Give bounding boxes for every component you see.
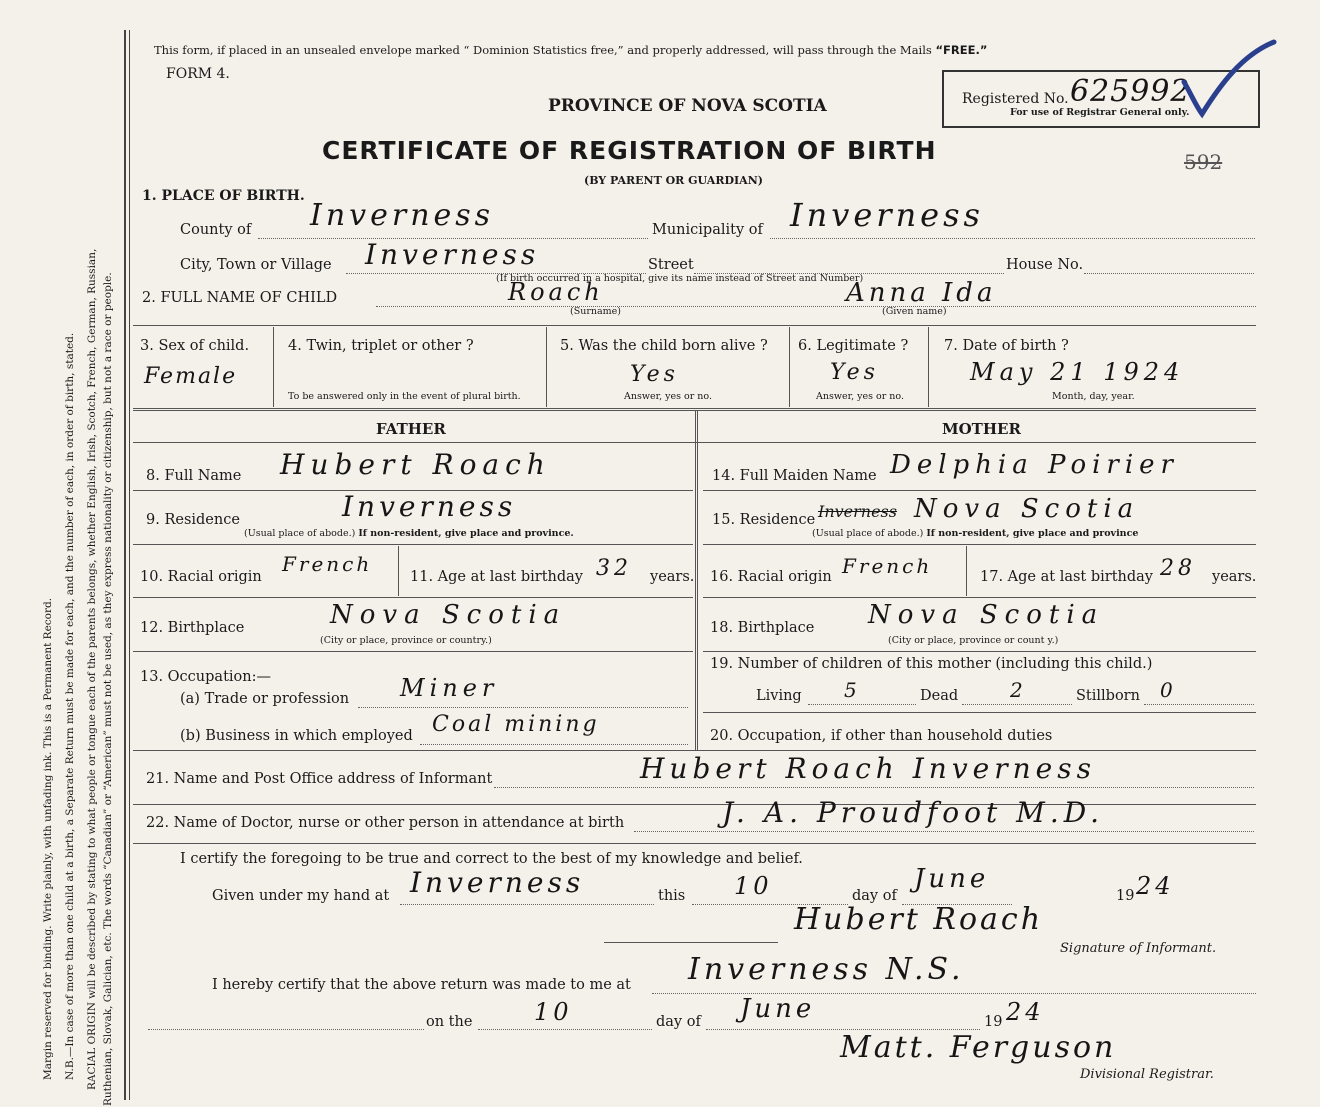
- child-name-line: [376, 306, 1256, 307]
- father-residence-caption: [244, 528, 574, 539]
- rule-mother-15: [703, 544, 1256, 545]
- mother-residence-struck: Inverness: [818, 502, 897, 521]
- living-line: [808, 704, 916, 705]
- given-caption: (Given name): [882, 306, 947, 317]
- stamp-number: 592: [1184, 150, 1223, 174]
- dob-value: May 21 1924: [970, 358, 1185, 386]
- living-label: Living: [756, 688, 802, 704]
- this-label: this: [658, 888, 686, 904]
- rule-mother-14: [703, 490, 1256, 491]
- mother-heading: MOTHER: [942, 420, 1021, 438]
- certificate-title: CERTIFICATE OF REGISTRATION OF BIRTH: [322, 136, 937, 165]
- registrar-lead-line: [148, 1029, 424, 1030]
- registrar-month: June: [740, 994, 816, 1024]
- registrar-place: Inverness N.S.: [688, 952, 965, 987]
- mother-race-value: French: [842, 554, 933, 578]
- father-abode-caption: (Usual place of abode.): [244, 528, 356, 539]
- divider-6-7: [928, 327, 929, 407]
- registrar-day-line: [478, 1029, 652, 1030]
- municipality-line: [770, 238, 1255, 239]
- mother-age-label: 17. Age at last birthday: [980, 569, 1153, 585]
- mother-birthplace-caption: (City or place, province or count y.): [888, 635, 1059, 646]
- divider-10-11: [398, 546, 399, 596]
- house-line: [1084, 273, 1254, 274]
- margin-rule-inner: [129, 30, 130, 1100]
- legitimate-label: 6. Legitimate ?: [798, 338, 909, 354]
- rule-father-10: [133, 597, 693, 598]
- twin-note: To be answered only in the event of plural birth.: [288, 391, 521, 402]
- father-age-value: 32: [596, 556, 632, 581]
- mother-name-value: Delphia Poirier: [890, 450, 1179, 480]
- dead-label: Dead: [920, 688, 959, 704]
- surname-caption: (Surname): [570, 306, 621, 317]
- margin-note-racial-origin-cont: Ruthenian, Slovak, Galician, etc. The words “Canadian” or “American” must not be used, as they express nationality or citizenship, but not a race or people.: [102, 272, 114, 1106]
- father-name-label: 8. Full Name: [146, 468, 242, 484]
- registrar-year-prefix: 19: [984, 1014, 1003, 1030]
- given-label: Given under my hand at: [212, 888, 390, 904]
- children-label: 19. Number of children of this mother (including this child.): [710, 656, 1153, 672]
- margin-rule: [124, 30, 126, 1100]
- informant-signature: Hubert Roach: [794, 902, 1044, 937]
- mother-name-label: 14. Full Maiden Name: [712, 468, 877, 484]
- alive-value: Yes: [630, 362, 679, 387]
- mother-residence-caption: [812, 528, 1138, 539]
- doctor-label: 22. Name of Doctor, nurse or other person in attendance at birth: [146, 815, 625, 831]
- doctor-line: [634, 831, 1254, 832]
- place-of-birth-label: 1. PLACE OF BIRTH.: [142, 188, 305, 204]
- alive-label: 5. Was the child born alive ?: [560, 338, 768, 354]
- registrar-day-of: day of: [656, 1014, 701, 1030]
- father-occupation-label: 13. Occupation:—: [140, 669, 271, 685]
- form-number: FORM 4.: [166, 66, 230, 82]
- certify-statement: I certify the foregoing to be true and correct to the best of my knowledge and belief.: [180, 851, 803, 867]
- municipality-value: Inverness: [790, 196, 984, 234]
- margin-note-plural-birth: N.B.—In case of more than one child at a birth, a Separate Return must be made for each, and the number of each, in order of birth, stated.: [64, 332, 76, 1080]
- father-business-value: Coal mining: [432, 712, 600, 737]
- registrar-year: 24: [1006, 998, 1045, 1026]
- father-race-value: French: [282, 552, 373, 576]
- mother-age-value: 28: [1160, 556, 1196, 581]
- rule-father-12: [133, 651, 693, 652]
- living-value: 5: [844, 678, 861, 702]
- sex-label: 3. Sex of child.: [140, 338, 250, 354]
- legitimate-caption: Answer, yes or no.: [816, 391, 905, 402]
- checkmark-icon: [1180, 30, 1280, 120]
- mother-birthplace-value: Nova Scotia: [868, 600, 1105, 630]
- given-place: Inverness: [410, 866, 585, 899]
- divider-3-4: [273, 327, 274, 407]
- certify-day: 10: [734, 872, 773, 900]
- day-of-label: day of: [852, 888, 897, 904]
- certify-month: June: [914, 864, 990, 894]
- rule-heading: [133, 442, 1256, 443]
- mother-residence-label: 15. Residence: [712, 512, 816, 528]
- father-age-label: 11. Age at last birthday: [410, 569, 583, 585]
- given-line: [400, 904, 654, 905]
- rule-father-9: [133, 544, 693, 545]
- county-value: Inverness: [310, 198, 495, 233]
- father-trade-line: [358, 707, 688, 708]
- father-birthplace-label: 12. Birthplace: [140, 620, 245, 636]
- rule-1: [133, 325, 1256, 326]
- certificate-subtitle: (BY PARENT OR GUARDIAN): [584, 174, 763, 187]
- city-label: City, Town or Village: [180, 257, 332, 273]
- margin-note-racial-origin: RACIAL ORIGIN will be described by stating to what people or tongue each of the parents belongs, whether English, Irish, Scotch, French, German, Russian,: [86, 248, 98, 1090]
- father-business-line: [420, 744, 688, 745]
- sex-value: Female: [144, 364, 238, 389]
- divider-5-6: [789, 327, 790, 407]
- informant-label: 21. Name and Post Office address of Informant: [146, 771, 493, 787]
- legitimate-value: Yes: [830, 360, 879, 385]
- mother-birthplace-label: 18. Birthplace: [710, 620, 815, 636]
- hospital-note: (If birth occurred in a hospital, give its name instead of Street and Number): [496, 273, 864, 284]
- father-heading: FATHER: [376, 420, 446, 438]
- year-prefix: 19: [1116, 888, 1135, 904]
- house-label: House No.: [1006, 257, 1084, 273]
- father-birthplace-caption: (City or place, province or country.): [320, 635, 492, 646]
- on-the-label: on the: [426, 1014, 473, 1030]
- child-given-name: Anna Ida: [846, 278, 997, 308]
- father-trade-value: Miner: [400, 674, 499, 702]
- father-residence-label: 9. Residence: [146, 512, 240, 528]
- dead-value: 2: [1010, 678, 1027, 702]
- mother-race-label: 16. Racial origin: [710, 569, 832, 585]
- registrar-signature: Matt. Ferguson: [840, 1030, 1117, 1065]
- stillborn-label: Stillborn: [1076, 688, 1140, 704]
- signature-caption: Signature of Informant.: [1060, 941, 1217, 956]
- father-business-label: (b) Business in which employed: [180, 728, 413, 744]
- child-name-label: 2. FULL NAME OF CHILD: [142, 290, 338, 306]
- twin-label: 4. Twin, triplet or other ?: [288, 338, 474, 354]
- mother-occupation-label: 20. Occupation, if other than household duties: [710, 728, 1053, 744]
- father-years: years.: [650, 569, 695, 585]
- mother-abode-caption: (Usual place of abode.): [812, 528, 924, 539]
- rule-mother-16: [703, 597, 1256, 598]
- registrar-caption: Divisional Registrar.: [1080, 1067, 1214, 1082]
- street-label: Street: [648, 257, 694, 273]
- dob-caption: Month, day, year.: [1052, 391, 1135, 402]
- mail-free: “FREE.”: [935, 43, 988, 57]
- municipality-label: Municipality of: [652, 222, 763, 238]
- rule-3: [133, 750, 1256, 751]
- alive-caption: Answer, yes or no.: [624, 391, 713, 402]
- father-trade-label: (a) Trade or profession: [180, 691, 350, 707]
- father-birthplace-value: Nova Scotia: [330, 600, 567, 630]
- mother-years: years.: [1212, 569, 1257, 585]
- father-nonresident-caption: If non-resident, give place and province.: [358, 528, 574, 539]
- registrar-use-note: For use of Registrar General only.: [1010, 107, 1190, 118]
- margin-note-binding: Margin reserved for binding. Write plainly, with unfading ink. This is a Permanent Record.: [42, 597, 54, 1080]
- registered-number: 625992: [1070, 74, 1191, 109]
- mail-notice: [154, 43, 987, 57]
- city-value: Inverness: [365, 238, 540, 271]
- father-race-label: 10. Racial origin: [140, 569, 262, 585]
- informant-value: Hubert Roach Inverness: [640, 752, 1096, 785]
- father-name-value: Hubert Roach: [280, 448, 551, 481]
- divider-16-17: [966, 546, 967, 596]
- mail-notice-text: This form, if placed in an unsealed envelope marked “ Dominion Statistics free,” and properly addressed, will pass through the Mails: [154, 43, 932, 57]
- stillborn-line: [1144, 704, 1254, 705]
- registrar-day: 10: [534, 998, 573, 1026]
- dead-line: [962, 704, 1072, 705]
- mother-nonresident-caption: If non-resident, give place and province: [926, 528, 1139, 539]
- dob-label: 7. Date of birth ?: [944, 338, 1069, 354]
- divider-4-5: [546, 327, 547, 407]
- informant-line: [494, 787, 1254, 788]
- registrar-statement: I hereby certify that the above return was made to me at: [212, 977, 631, 993]
- father-residence-value: Inverness: [342, 490, 517, 523]
- doctor-value: J. A. Proudfoot M.D.: [722, 796, 1105, 829]
- center-divider: [695, 410, 698, 750]
- signature-rule: [604, 942, 778, 943]
- certify-year: 24: [1136, 872, 1175, 900]
- rule-mother-18: [703, 651, 1256, 652]
- county-label: County of: [180, 222, 252, 238]
- stillborn-value: 0: [1160, 678, 1177, 702]
- rule-5: [133, 843, 1256, 844]
- rule-mother-19: [703, 712, 1256, 713]
- province-heading: PROVINCE OF NOVA SCOTIA: [548, 96, 827, 116]
- child-surname: Roach: [508, 278, 604, 306]
- mother-residence-value: Nova Scotia: [914, 494, 1140, 524]
- registered-label: Registered No.: [962, 91, 1069, 107]
